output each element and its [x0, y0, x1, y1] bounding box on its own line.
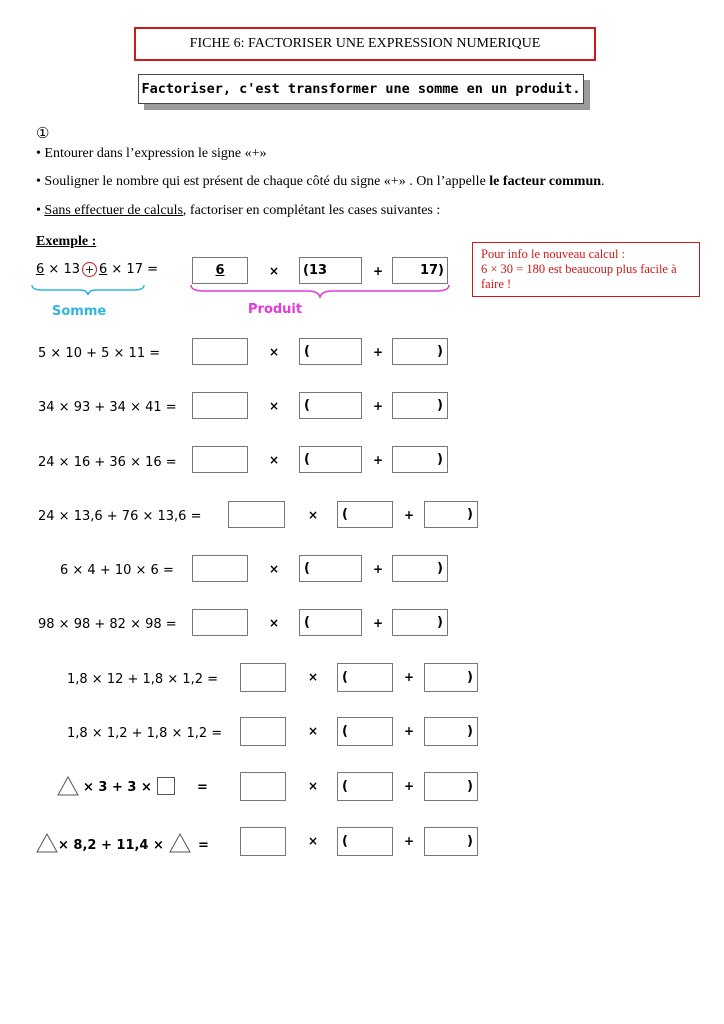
- exercise-6-answer-term-1[interactable]: (: [299, 609, 362, 636]
- subtitle-box: Factoriser, c'est transformer une somme en un produit.: [138, 74, 584, 104]
- exercise-6-expression: 98 × 98 + 82 × 98 =: [38, 617, 177, 632]
- exercise-3-plus: +: [373, 453, 384, 467]
- exercise-5-answer-term-1[interactable]: (: [299, 555, 362, 582]
- produit-brace: [188, 283, 452, 299]
- somme-brace: [30, 283, 146, 297]
- exercise-8-plus: +: [404, 724, 415, 738]
- triangle-shape: [36, 832, 58, 854]
- exercise-7-answer-term-2[interactable]: ): [424, 663, 478, 692]
- exercise-10-expression: × 8,2 + 11,4 ×: [58, 838, 164, 853]
- triangle-shape: [57, 775, 79, 797]
- instruction-3: [36, 203, 440, 219]
- exercise-6-plus: +: [373, 616, 384, 630]
- exercise-9-expression: × 3 + 3 ×: [83, 780, 152, 795]
- example-expr-part: × 13: [44, 262, 80, 277]
- exercise-2-times: ×: [269, 399, 280, 413]
- example-plus: +: [373, 264, 384, 278]
- exercise-5-answer-term-2[interactable]: ): [392, 555, 448, 582]
- example-factor-2: 6: [98, 262, 108, 277]
- instruction-3-text: , factoriser en complétant les cases suivantes :: [182, 203, 441, 218]
- produit-label: Produit: [248, 302, 303, 317]
- example-box-right: 17): [392, 257, 448, 284]
- exercise-2-answer-factor[interactable]: [192, 392, 248, 419]
- exercise-9-answer-term-1[interactable]: (: [337, 772, 393, 801]
- exercise-10-times: ×: [308, 834, 319, 848]
- instruction-1: • Entourer dans l’expression le signe «+»: [36, 146, 267, 161]
- info-line-1: Pour info le nouveau calcul :: [481, 247, 626, 261]
- exercise-5-times: ×: [269, 562, 280, 576]
- example-heading: Exemple :: [36, 234, 97, 249]
- exercise-9-plus: +: [404, 779, 415, 793]
- exercise-10-plus: +: [404, 834, 415, 848]
- exercise-4-expression: 24 × 13,6 + 76 × 13,6 =: [38, 509, 202, 524]
- instruction-2-bold: le facteur commun: [489, 174, 602, 189]
- exercise-6-times: ×: [269, 616, 280, 630]
- example-expression: [36, 262, 158, 277]
- instruction-2-text: • Souligner le nombre qui est présent de chaque côté du signe «+» . On l’appelle: [36, 174, 490, 189]
- exercise-10-answer-term-1[interactable]: (: [337, 827, 393, 856]
- exercise-7-times: ×: [308, 670, 319, 684]
- example-box-factor: [192, 257, 248, 284]
- exercise-3-expression: 24 × 16 + 36 × 16 =: [38, 455, 177, 470]
- exercise-7-expression: 1,8 × 12 + 1,8 × 1,2 =: [67, 672, 219, 687]
- exercise-2-expression: 34 × 93 + 34 × 41 =: [38, 400, 177, 415]
- exercise-9-answer-factor[interactable]: [240, 772, 286, 801]
- exercise-8-expression: 1,8 × 1,2 + 1,8 × 1,2 =: [67, 726, 223, 741]
- exercise-8-answer-factor[interactable]: [240, 717, 286, 746]
- info-line-2: 6 × 30 = 180 est beaucoup plus facile à faire !: [481, 262, 677, 291]
- exercise-2-answer-term-2[interactable]: ): [392, 392, 448, 419]
- exercise-10-answer-term-2[interactable]: ): [424, 827, 478, 856]
- square-shape: [157, 777, 175, 795]
- exercise-7-answer-term-1[interactable]: (: [337, 663, 393, 692]
- exercise-1-answer-factor[interactable]: [192, 338, 248, 365]
- exercise-2-answer-term-1[interactable]: (: [299, 392, 362, 419]
- example-plus-circled: +: [82, 262, 97, 277]
- exercise-7-plus: +: [404, 670, 415, 684]
- exercise-4-answer-factor[interactable]: [228, 501, 285, 528]
- exercise-5-expression: 6 × 4 + 10 × 6 =: [60, 563, 174, 578]
- exercise-5-plus: +: [373, 562, 384, 576]
- exercise-3-answer-term-2[interactable]: ): [392, 446, 448, 473]
- exercise-10-answer-factor[interactable]: [240, 827, 286, 856]
- exercise-8-times: ×: [308, 724, 319, 738]
- example-expr-end: × 17 =: [107, 262, 158, 277]
- exercise-10-equals: =: [198, 838, 209, 853]
- instruction-3-underlined: Sans effectuer de calculs: [44, 203, 183, 218]
- somme-label: Somme: [52, 304, 107, 319]
- exercise-8-answer-term-1[interactable]: (: [337, 717, 393, 746]
- exercise-1-times: ×: [269, 345, 280, 359]
- exercise-9-times: ×: [308, 779, 319, 793]
- exercise-number: ①: [36, 126, 50, 142]
- exercise-9-equals: =: [197, 780, 208, 795]
- info-box: [472, 242, 700, 297]
- instruction-2-end: .: [601, 174, 605, 189]
- triangle-shape: [169, 832, 191, 854]
- exercise-4-times: ×: [308, 508, 319, 522]
- exercise-3-times: ×: [269, 453, 280, 467]
- example-box-factor-value: 6: [215, 263, 225, 278]
- exercise-4-answer-term-2[interactable]: ): [424, 501, 478, 528]
- exercise-5-answer-factor[interactable]: [192, 555, 248, 582]
- example-times: ×: [269, 264, 280, 278]
- exercise-3-answer-factor[interactable]: [192, 446, 248, 473]
- exercise-4-plus: +: [404, 508, 415, 522]
- exercise-3-answer-term-1[interactable]: (: [299, 446, 362, 473]
- exercise-8-answer-term-2[interactable]: ): [424, 717, 478, 746]
- exercise-9-answer-term-2[interactable]: ): [424, 772, 478, 801]
- instruction-2: [36, 174, 605, 190]
- example-box-left: (13: [299, 257, 362, 284]
- exercise-1-answer-term-1[interactable]: (: [299, 338, 362, 365]
- exercise-1-answer-term-2[interactable]: ): [392, 338, 448, 365]
- exercise-1-plus: +: [373, 345, 384, 359]
- exercise-1-expression: 5 × 10 + 5 × 11 =: [38, 346, 161, 361]
- exercise-4-answer-term-1[interactable]: (: [337, 501, 393, 528]
- exercise-6-answer-factor[interactable]: [192, 609, 248, 636]
- exercise-2-plus: +: [373, 399, 384, 413]
- instruction-3-bullet: •: [36, 203, 45, 218]
- example-factor-1: 6: [36, 262, 45, 277]
- worksheet-title: FICHE 6: FACTORISER UNE EXPRESSION NUMERIQUE: [134, 27, 596, 61]
- exercise-7-answer-factor[interactable]: [240, 663, 286, 692]
- exercise-6-answer-term-2[interactable]: ): [392, 609, 448, 636]
